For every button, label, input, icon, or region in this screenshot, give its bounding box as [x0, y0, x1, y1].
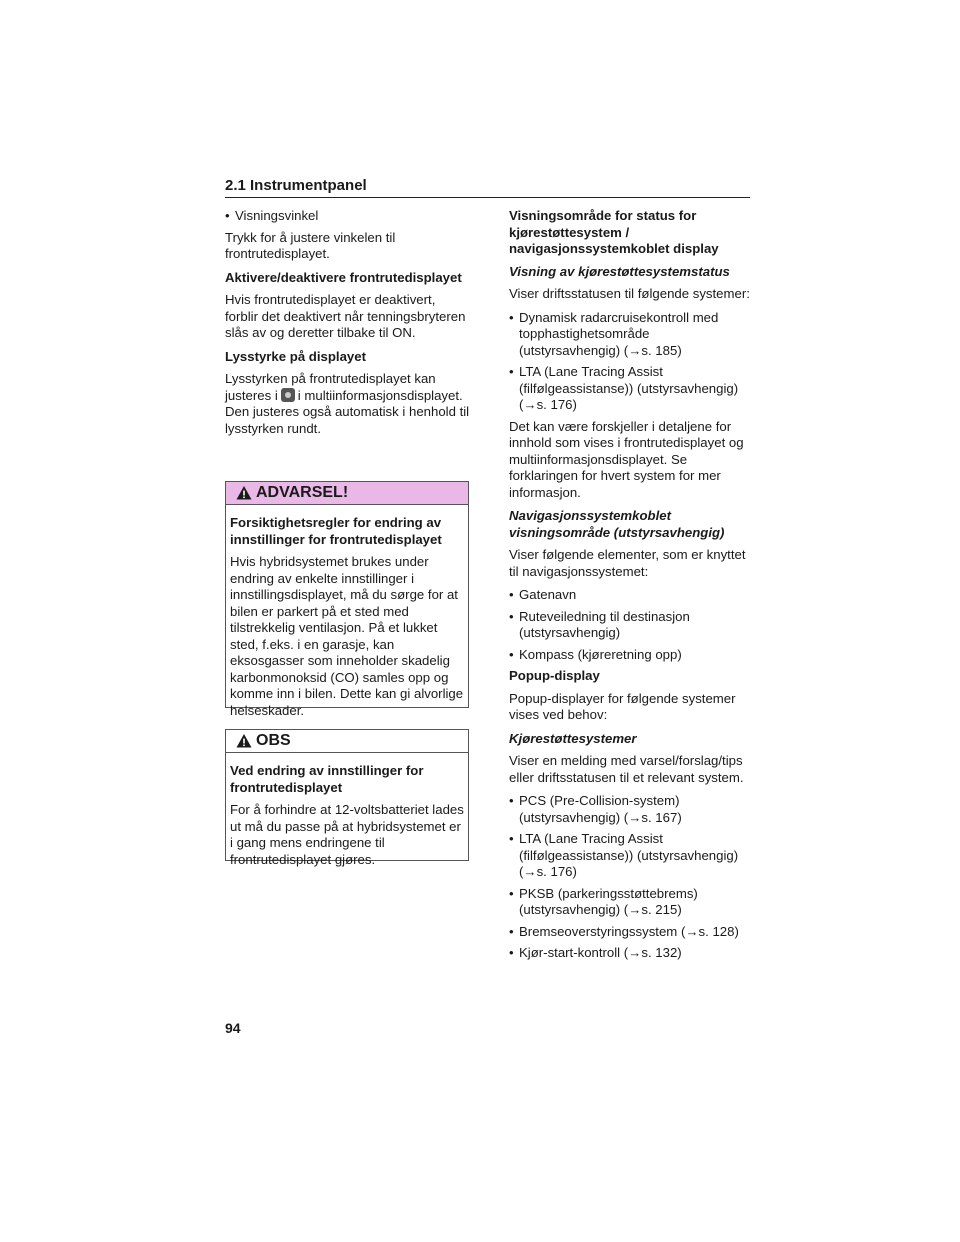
notice-title: Ved endring av innstillinger for frontrutedisplayet — [230, 763, 424, 795]
list-item-line: • Kjør-start-kontroll (→s. 132) — [519, 945, 682, 960]
notice-text: For å forhindre at 12-voltsbatteriet lades ut må du passe på at hybridsystemet er i gang mens endringene til frontrutedisplayet gjøres. — [230, 802, 464, 867]
paragraph-brightness — [225, 371, 471, 437]
caution-triangle-icon — [236, 733, 252, 749]
list-item-line: (→s. 176) — [519, 397, 577, 412]
list-item-line: • Kompass (kjøreretning opp) — [519, 646, 682, 662]
warning-text: Hvis hybridsystemet brukes under endring av enkelte innstillinger i innstillingsdisplayet, må du sørge for at bilen er parkert på et sted med tilstrekkelig ventilasjon. På et lukket sted, f.eks. i en garasje, kan eksosgasser som inneholder skadelig karbonmonoksid (CO) samles opp og komme inn i bilen. Dette kan gi alvorlige helseskader. — [230, 554, 464, 718]
left-column — [225, 208, 471, 444]
list-item-line: (utstyrsavhengig) (→s. 215) — [519, 902, 682, 917]
paragraph-viewing-angle: Trykk for å justere vinkelen til frontrutedisplayet. — [225, 229, 396, 261]
warning-label: ADVARSEL! — [256, 484, 349, 501]
brightness-text-b: i multiinformasjonsdisplayet. Den justeres også automatisk i henhold til lysstyrken rundt. — [225, 387, 470, 436]
paragraph-driving-support: Viser en melding med varsel/forslag/tips eller driftsstatusen til et relevant system. — [509, 753, 744, 785]
list-item-line: (filfølgeassistanse)) (utstyrsavhengig) — [519, 380, 739, 396]
settings-gear-icon — [281, 388, 295, 402]
list-item — [509, 831, 752, 881]
notice-bar — [226, 730, 468, 753]
paragraph-differences: Det kan være forskjeller i detaljene for innhold som vises i frontrutedisplayet og multiinformasjonsdisplayet. Se forklaringen for hvert system for mer informasjon. — [509, 418, 744, 500]
subheading-driving-support: Kjørestøttesystemer — [509, 730, 637, 746]
list-item-line: (filfølgeassistanse)) (utstyrsavhengig) — [519, 847, 739, 863]
paragraph-popup: Popup-displayer for følgende systemer vises ved behov: — [509, 690, 736, 722]
list-item-line: (→s. 176) — [519, 864, 577, 879]
list-item-line: • Dynamisk radarcruisekontroll med — [519, 309, 719, 325]
list-item — [509, 364, 752, 414]
list-item-line: • PKSB (parkeringsstøttebrems) — [519, 885, 698, 901]
notice-box — [225, 729, 469, 867]
heading-brightness: Lysstyrke på displayet — [225, 348, 366, 364]
heading-display-area: Visningsområde for status for kjørestøttesystem / navigasjonssystemkoblet display — [509, 208, 719, 256]
list-item — [225, 208, 471, 225]
list-item-text: • Visningsvinkel — [235, 208, 319, 223]
paragraph-status: Viser driftsstatusen til følgende systemer: — [509, 286, 750, 301]
warning-bar — [226, 482, 468, 505]
list-item — [509, 924, 752, 941]
warning-title: Forsiktighetsregler for endring av innstillinger for frontrutedisplayet — [230, 515, 442, 547]
list-item — [509, 886, 752, 919]
paragraph-activate: Hvis frontrutedisplayet er deaktivert, forblir det deaktivert når tenningsbryteren slås av og deretter tilbake til ON. — [225, 292, 466, 340]
list-item-line: (utstyrsavhengig) (→s. 185) — [519, 342, 682, 358]
right-column — [509, 208, 752, 967]
paragraph-navigation: Viser følgende elementer, som er knyttet til navigasjonssystemet: — [509, 547, 746, 579]
list-item — [509, 609, 752, 642]
list-item — [509, 587, 752, 604]
list-item-line: topphastighetsområde — [519, 326, 650, 341]
list-item-line: • LTA (Lane Tracing Assist — [519, 831, 663, 846]
list-item-line: • Gatenavn — [519, 587, 577, 602]
page-number: 94 — [225, 1020, 241, 1036]
section-header: 2.1 Instrumentpanel — [225, 178, 750, 198]
list-item-line: (utstyrsavhengig) (→s. 167) — [519, 809, 682, 825]
list-item — [509, 310, 752, 360]
brightness-text-a: Lysstyrken på frontrutedisplayet kan justeres i — [225, 371, 436, 403]
heading-popup: Popup-display — [509, 668, 600, 683]
list-item-line: • Bremseoverstyringssystem (→s. 128) — [519, 923, 739, 939]
list-item-line: • LTA (Lane Tracing Assist — [519, 364, 663, 379]
list-item — [509, 945, 752, 962]
heading-activate: Aktivere/deaktivere frontrutedisplayet — [225, 269, 462, 285]
subheading-navigation: Navigasjonssystemkoblet visningsområde (utstyrsavhengig) — [509, 508, 725, 540]
subheading-status: Visning av kjørestøttesystemstatus — [509, 263, 730, 279]
warning-box — [225, 481, 469, 718]
notice-label: OBS — [256, 732, 291, 749]
list-item-line: • Ruteveiledning til destinasjon — [519, 608, 690, 624]
list-item — [509, 793, 752, 826]
list-item-line: (utstyrsavhengig) — [519, 625, 621, 640]
list-item — [509, 647, 752, 664]
warning-triangle-icon — [236, 485, 252, 501]
list-item-line: • PCS (Pre-Collision-system) — [519, 793, 680, 808]
